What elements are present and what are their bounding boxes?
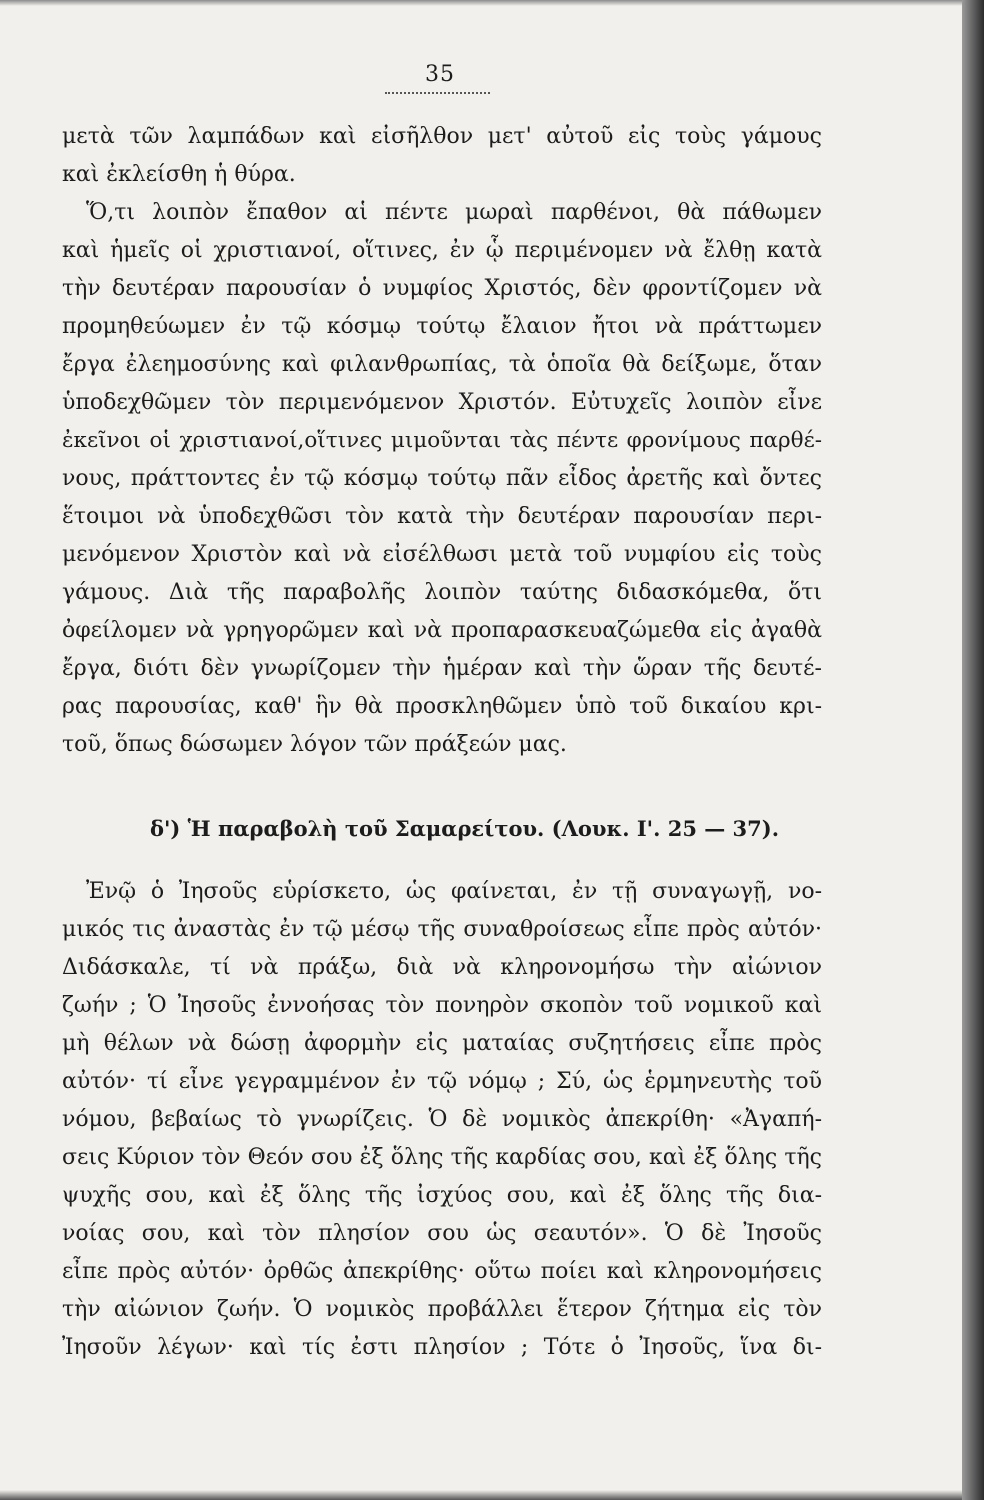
text-line: μὴ θέλων νὰ δώσῃ ἀφορμὴν εἰς ματαίας συζητήσεις εἶπε πρὸς	[62, 1031, 822, 1056]
text-line: ἕτοιμοι νὰ ὑποδεχθῶσι τὸν κατὰ τὴν δευτέραν παρουσίαν περι-	[62, 504, 822, 529]
text-line: Ἐνῷ ὁ Ἰησοῦς εὑρίσκετο, ὡς φαίνεται, ἐν τῇ συναγωγῇ, νο-	[86, 879, 822, 904]
text-line: νους, πράττοντες ἐν τῷ κόσμῳ τούτῳ πᾶν εἶδος ἀρετῆς καὶ ὄντες	[62, 466, 822, 491]
text-line: νοίας σου, καὶ τὸν πλησίον σου ὡς σεαυτόν». Ὁ δὲ Ἰησοῦς	[62, 1221, 822, 1246]
text-line: Ἰησοῦν λέγων· καὶ τίς ἐστι πλησίον ; Τότε ὁ Ἰησοῦς, ἵνα δι-	[62, 1335, 822, 1360]
text-line: καὶ ἡμεῖς οἱ χριστιανοί, οἵτινες, ἐν ᾧ περιμένομεν νὰ ἔλθῃ κατὰ	[62, 238, 822, 263]
page-top-edge	[0, 0, 962, 6]
text-line: νόμου, βεβαίως τὸ γνωρίζεις. Ὁ δὲ νομικὸς ἀπεκρίθη· «Ἀγαπή-	[62, 1107, 822, 1132]
text-line: ψυχῆς σου, καὶ ἐξ ὅλης τῆς ἰσχύος σου, καὶ ἐξ ὅλης τῆς δια-	[62, 1183, 822, 1208]
section-heading: δ') Ἡ παραβολὴ τοῦ Σαμαρείτου. (Λουκ. Ι'. 25 — 37).	[150, 816, 780, 841]
text-line: ἔργα ἐλεημοσύνης καὶ φιλανθρωπίας, τὰ ὁποῖα θὰ δείξωμε, ὅταν	[62, 352, 822, 377]
text-line: Ὅ,τι λοιπὸν ἔπαθον αἱ πέντε μωραὶ παρθένοι, θὰ πάθωμεν	[86, 200, 822, 225]
text-line: ρας παρουσίας, καθ' ἣν θὰ προσκληθῶμεν ὑπὸ τοῦ δικαίου κρι-	[62, 694, 822, 719]
text-line: μικός τις ἀναστὰς ἐν τῷ μέσῳ τῆς συναθροίσεως εἶπε πρὸς αὐτόν·	[62, 917, 822, 942]
text-line: ἔργα, διότι δὲν γνωρίζομεν τὴν ἡμέραν καὶ τὴν ὥραν τῆς δευτέ-	[62, 656, 822, 681]
text-line: καὶ ἐκλείσθη ἡ θύρα.	[62, 162, 296, 187]
text-line: ὀφείλομεν νὰ γρηγορῶμεν καὶ νὰ προπαρασκευαζώμεθα εἰς ἀγαθὰ	[62, 618, 822, 643]
text-line: προμηθεύωμεν ἐν τῷ κόσμῳ τούτῳ ἔλαιον ἤτοι νὰ πράττωμεν	[62, 314, 822, 339]
text-line: αὐτόν· τί εἶνε γεγραμμένον ἐν τῷ νόμῳ ; Σύ, ὡς ἑρμηνευτὴς τοῦ	[62, 1069, 822, 1094]
text-line: μενόμενον Χριστὸν καὶ νὰ εἰσέλθωσι μετὰ τοῦ νυμφίου εἰς τοὺς	[62, 542, 822, 567]
text-block-upper	[62, 118, 822, 764]
text-line: σεις Κύριον τὸν Θεόν σου ἐξ ὅλης τῆς καρδίας σου, καὶ ἐξ ὅλης τῆς	[62, 1145, 822, 1170]
text-line: ζωήν ; Ὁ Ἰησοῦς ἐννοήσας τὸν πονηρὸν σκοπὸν τοῦ νομικοῦ καὶ	[62, 993, 822, 1018]
text-line: τὴν αἰώνιον ζωήν. Ὁ νομικὸς προβάλλει ἕτερον ζήτημα εἰς τὸν	[62, 1297, 822, 1322]
text-line: τοῦ, ὅπως δώσωμεν λόγον τῶν πράξεών μας.	[62, 732, 567, 757]
text-line: ἐκεῖνοι οἱ χριστιανοί,οἵτινες μιμοῦνται τὰς πέντε φρονίμους παρθέ-	[62, 428, 822, 453]
text-line: μετὰ τῶν λαμπάδων καὶ εἰσῆλθον μετ' αὐτοῦ εἰς τοὺς γάμους	[62, 124, 822, 149]
text-line: τὴν δευτέραν παρουσίαν ὁ νυμφίος Χριστός, δὲν φροντίζομεν νὰ	[62, 276, 822, 301]
text-line: γάμους. Διὰ τῆς παραβολῆς λοιπὸν ταύτης διδασκόμεθα, ὅτι	[62, 580, 822, 605]
binding-shadow	[962, 0, 984, 1500]
page-number: 35	[425, 62, 455, 87]
page-bottom-edge	[0, 1490, 962, 1500]
text-line: Διδάσκαλε, τί νὰ πράξω, διὰ νὰ κληρονομήσω τὴν αἰώνιον	[62, 955, 822, 980]
text-line: ὑποδεχθῶμεν τὸν περιμενόμενον Χριστόν. Εὐτυχεῖς λοιπὸν εἶνε	[62, 390, 822, 415]
text-block-lower	[62, 873, 822, 1367]
page-number-rule	[385, 92, 490, 94]
text-line: εἶπε πρὸς αὐτόν· ὀρθῶς ἀπεκρίθης· οὕτω ποίει καὶ κληρονομήσεις	[62, 1259, 822, 1284]
